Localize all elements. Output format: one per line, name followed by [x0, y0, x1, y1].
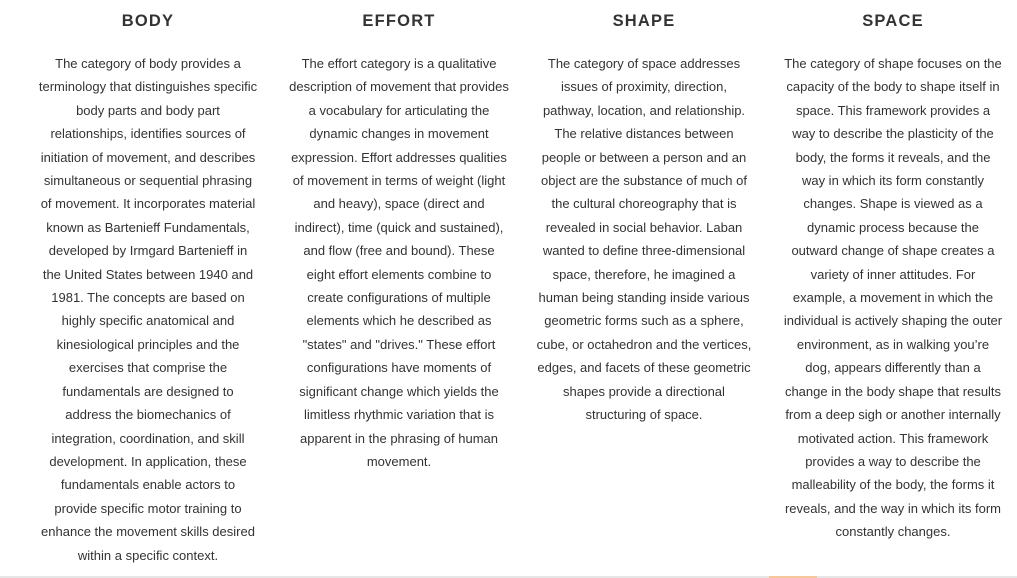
column-title-body: BODY	[121, 12, 175, 30]
column-text-shape: The category of space addresses issues of proximity, direction, pathway, location, and relationship. The relative distances between people or between a person and an object are the substance of much of the cultural choreography that is revealed in social behavior. Laban wanted to define three-dimensional space, therefore, he imagined a human being standing inside various geometric forms such as a sphere, cube, or octahedron and the vertices, edges, and facets of these geometric shapes provide a directional structuring of space.	[536, 56, 752, 423]
column-text-body: The category of body provides a terminology that distinguishes specific body parts and body part relationships, identifies sources of initiation of movement, and describes simultaneous or sequential phrasing of movement. It incorporates material known as Bartenieff Fundamentals, developed by Irmgard Bartenieff in the United States between 1940 and 1981. The concepts are based on highly specific anatomical and kinesiological principles and the exercises that comprise the fundamentals are designed to address the biomechanics of integration, coordination, and skill development. In application, these fundamentals enable actors to provide specific motor training to enhance the movement skills desired within a specific context.	[38, 56, 258, 563]
column-space	[783, 0, 1003, 544]
column-text-effort: The effort category is a qualitative description of movement that provides a vocabulary for articulating the dynamic changes in movement expression. Effort addresses qualities of movement in terms of weight (light and heavy), space (direct and indirect), time (quick and sustained), and flow (free and bound). These eight effort elements combine to create configurations of multiple elements which he described as "states" and "drives." These effort configurations have moments of significant change which yields the limitless rhythmic variation that is apparent in the phrasing of human movement.	[289, 56, 509, 469]
column-shape	[534, 0, 754, 427]
column-body	[38, 0, 258, 567]
column-title-effort: EFFORT	[362, 12, 436, 30]
column-text-space: The category of shape focuses on the capacity of the body to shape itself in space. This framework provides a way to describe the plasticity of the body, the forms it reveals, and the way in which its form constantly changes. Shape is viewed as a dynamic process because the outward change of shape creates a variety of inner attitudes. For example, a movement in which the individual is actively shaping the outer environment, as in walking you’re dog, appears differently than a change in the body shape that results from a deep sigh or another internally motivated action. This framework provides a way to describe the malleability of the body, the forms it reveals, and the way in which its form constantly changes.	[783, 56, 1003, 540]
column-effort	[289, 0, 509, 473]
column-title-shape: SHAPE	[612, 12, 676, 30]
column-title-space: SPACE	[862, 12, 924, 30]
